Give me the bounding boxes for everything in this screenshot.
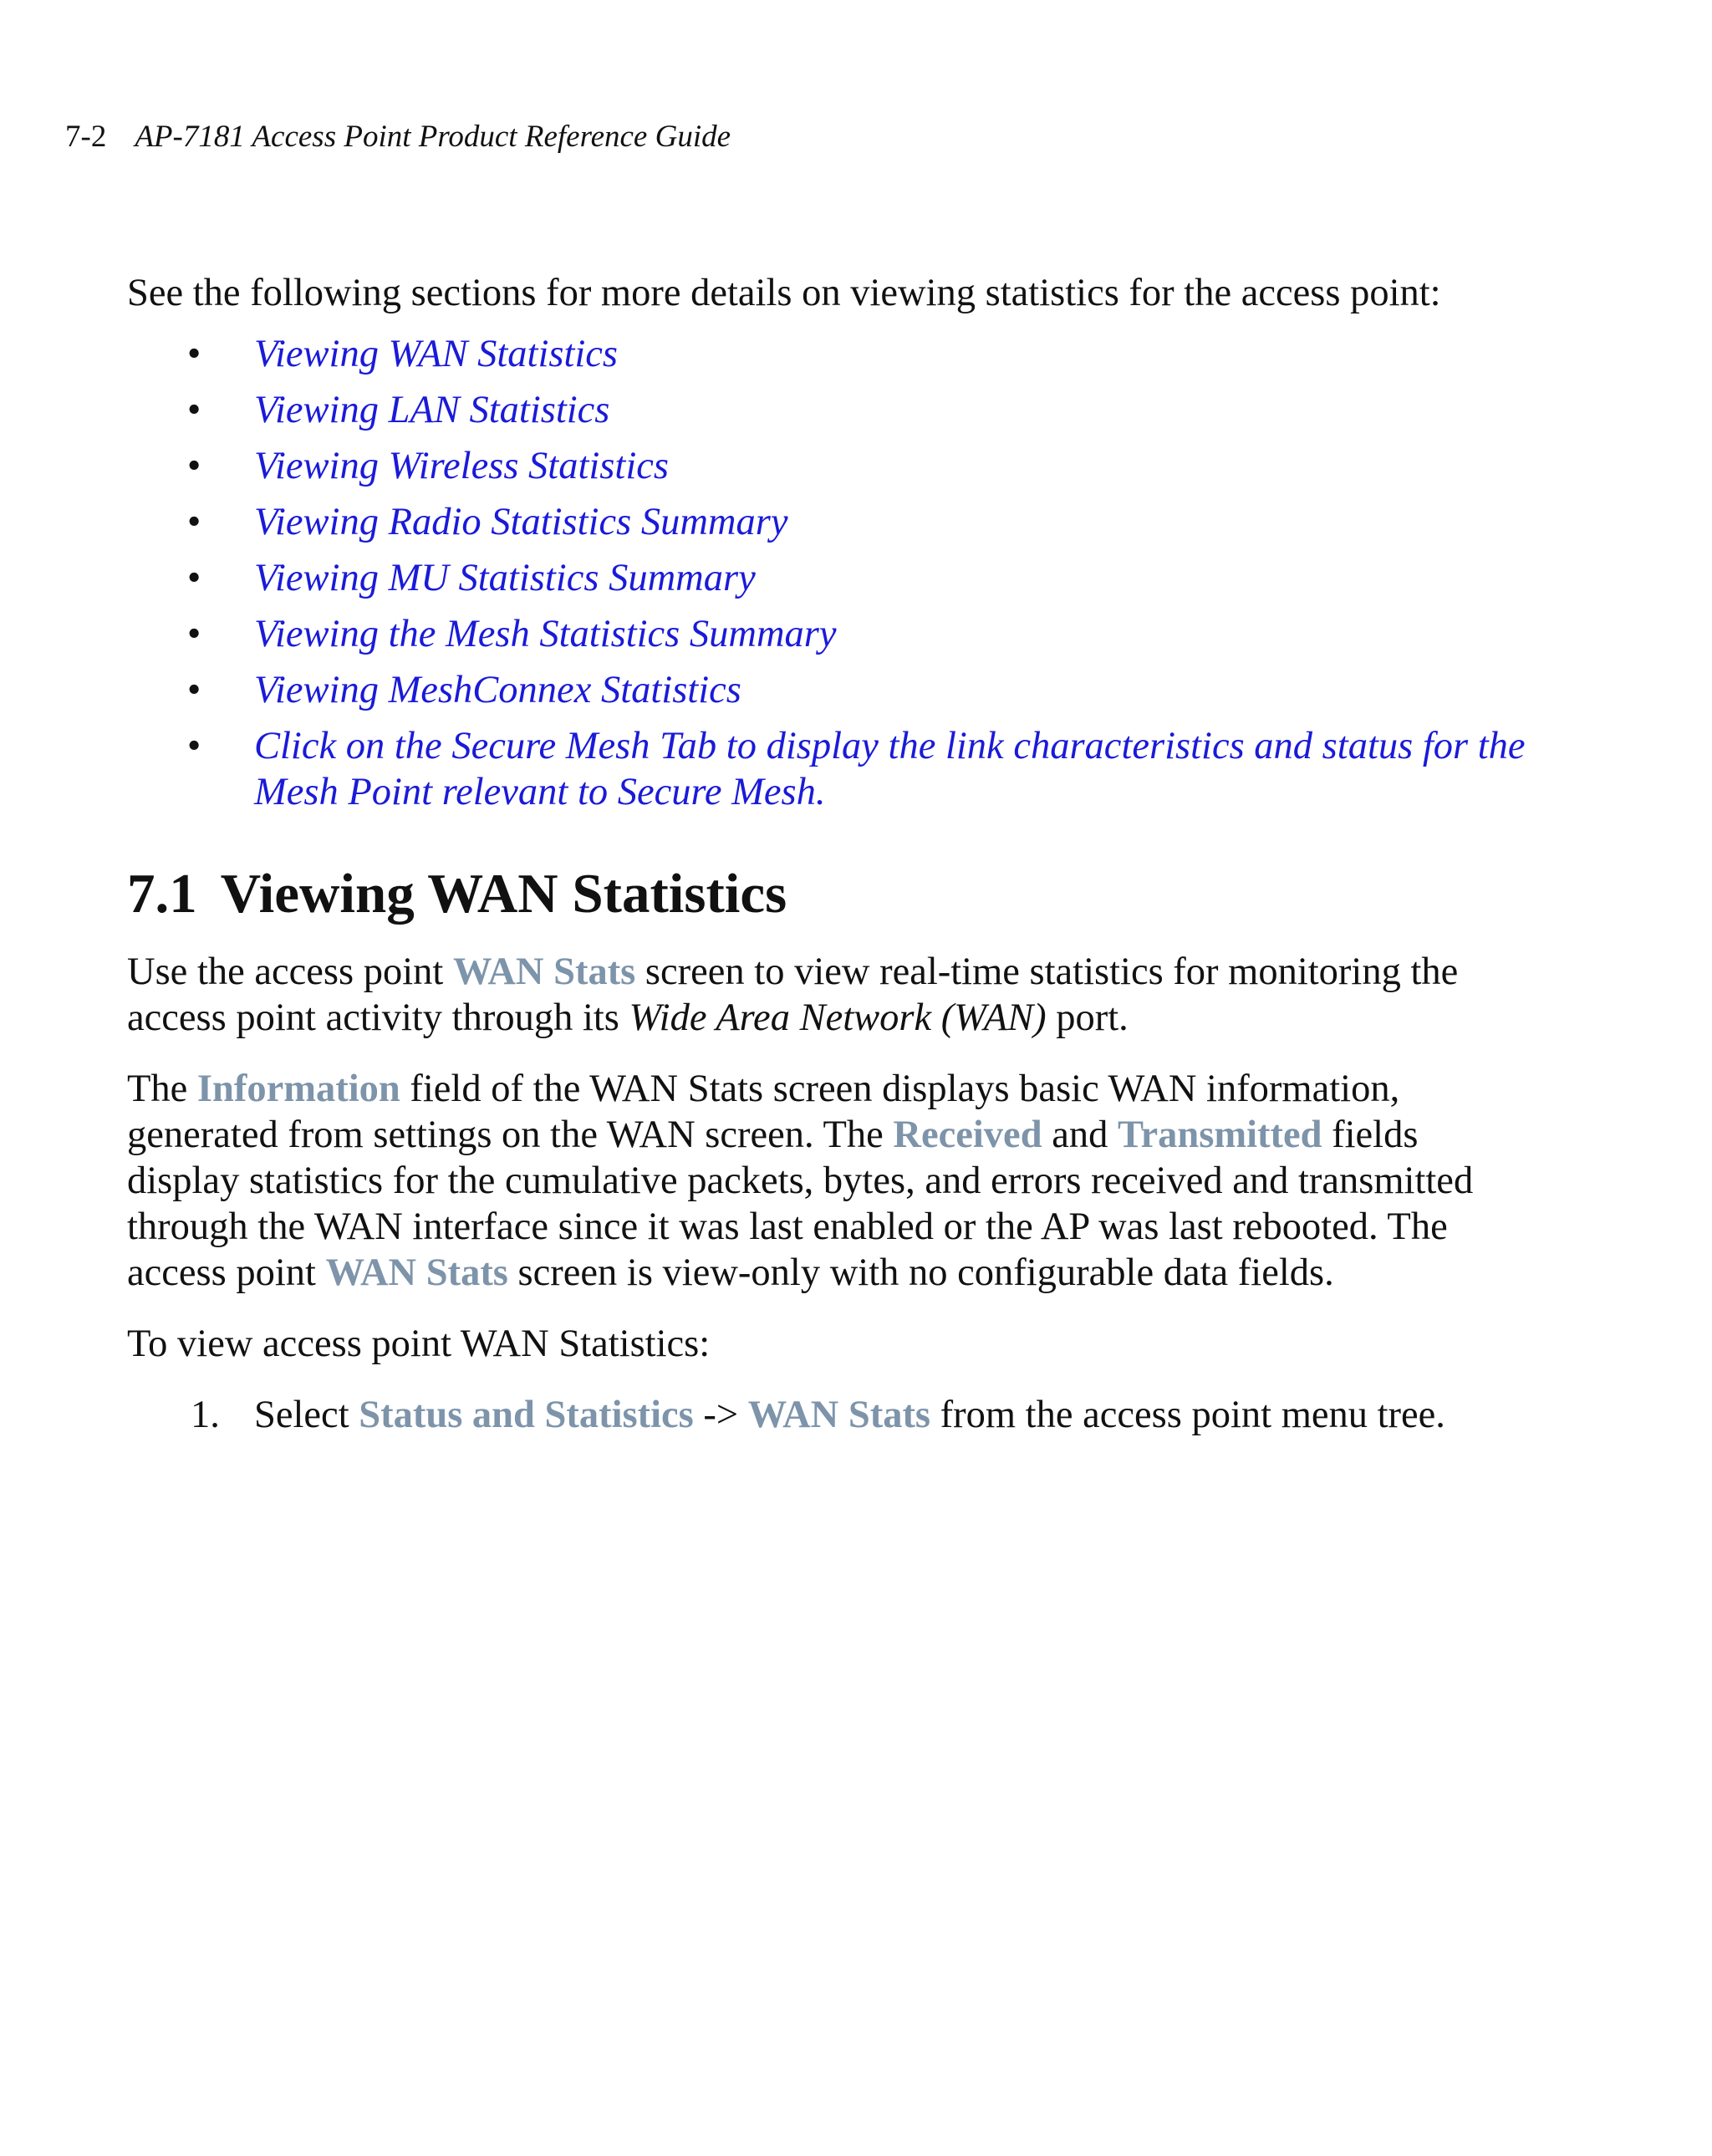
ui-term-received: Received — [893, 1114, 1042, 1156]
text-run: field of the WAN Stats screen displays basic WAN information, generated from settings on the WAN screen. The — [127, 1068, 1400, 1156]
wan-stats-intro-paragraph — [127, 949, 1531, 1041]
intro-paragraph: See the following sections for more details on viewing statistics for the access point: — [127, 272, 1441, 314]
bullet: • — [187, 669, 201, 711]
link-viewing-wan-statistics[interactable]: Viewing WAN Statistics — [254, 333, 619, 375]
text-run: screen to view real-time statistics for monitoring the access point activity through its — [127, 951, 1459, 1039]
ui-term-wan-stats: WAN Stats — [325, 1251, 508, 1294]
procedure-intro-paragraph: To view access point WAN Statistics: — [127, 1323, 711, 1365]
list-item — [127, 331, 1531, 377]
text-run: fields display statistics for the cumulative packets, bytes, and errors received and transmitted through the WAN interface since it was last enabled or the AP was last rebooted. The access point — [127, 1114, 1474, 1294]
page-content — [127, 270, 1531, 1438]
bullet: • — [187, 501, 201, 543]
page-number: 7-2 — [65, 120, 107, 154]
link-viewing-meshconnex-statistics[interactable]: Viewing MeshConnex Statistics — [254, 669, 741, 711]
ui-term-wan-stats: WAN Stats — [452, 951, 636, 993]
information-field-paragraph — [127, 1066, 1531, 1296]
text-run: from the access point menu tree. — [930, 1394, 1445, 1436]
section-title: Viewing WAN Statistics — [220, 863, 787, 925]
ui-term-wan-stats: WAN Stats — [747, 1394, 931, 1436]
link-viewing-lan-statistics[interactable]: Viewing LAN Statistics — [254, 389, 610, 431]
section-number: 7.1 — [127, 863, 197, 925]
section-heading — [127, 860, 1531, 927]
list-item — [127, 443, 1531, 489]
procedure-steps — [127, 1392, 1531, 1438]
running-header — [65, 119, 731, 155]
bullet: • — [187, 445, 201, 487]
link-viewing-mu-statistics-summary[interactable]: Viewing MU Statistics Summary — [254, 557, 756, 599]
list-item — [127, 555, 1531, 601]
bullet: • — [187, 557, 201, 599]
step-number: 1. — [191, 1394, 220, 1436]
bullet: • — [187, 725, 201, 767]
text-run: port. — [1046, 996, 1129, 1039]
link-viewing-wireless-statistics[interactable]: Viewing Wireless Statistics — [254, 445, 669, 487]
guide-title: AP-7181 Access Point Product Reference Guide — [135, 120, 731, 154]
list-item — [127, 499, 1531, 545]
bullet: • — [187, 333, 201, 375]
text-run: screen is view-only with no configurable data fields. — [507, 1251, 1334, 1294]
link-viewing-radio-statistics-summary[interactable]: Viewing Radio Statistics Summary — [254, 501, 788, 543]
text-run: and — [1042, 1114, 1118, 1156]
link-secure-mesh-tab[interactable]: Click on the Secure Mesh Tab to display the link characteristics and status for the Mesh Point relevant to Secure Mesh. — [254, 725, 1526, 813]
ui-term-status-and-statistics: Status and Statistics — [359, 1394, 694, 1436]
ui-term-information: Information — [196, 1068, 400, 1110]
bullet: • — [187, 389, 201, 431]
list-item — [127, 611, 1531, 657]
emphasis-wan: Wide Area Network (WAN) — [629, 996, 1047, 1039]
list-item — [127, 667, 1531, 713]
ui-term-transmitted: Transmitted — [1117, 1114, 1322, 1156]
list-item — [127, 723, 1531, 815]
text-run: -> — [693, 1394, 748, 1436]
step-item — [127, 1392, 1531, 1438]
section-link-list — [127, 331, 1531, 815]
bullet: • — [187, 613, 201, 655]
link-viewing-mesh-statistics-summary[interactable]: Viewing the Mesh Statistics Summary — [254, 613, 837, 655]
text-run: Use the access point — [127, 951, 453, 993]
text-run: The — [127, 1068, 197, 1110]
text-run: Select — [254, 1394, 359, 1436]
list-item — [127, 387, 1531, 433]
